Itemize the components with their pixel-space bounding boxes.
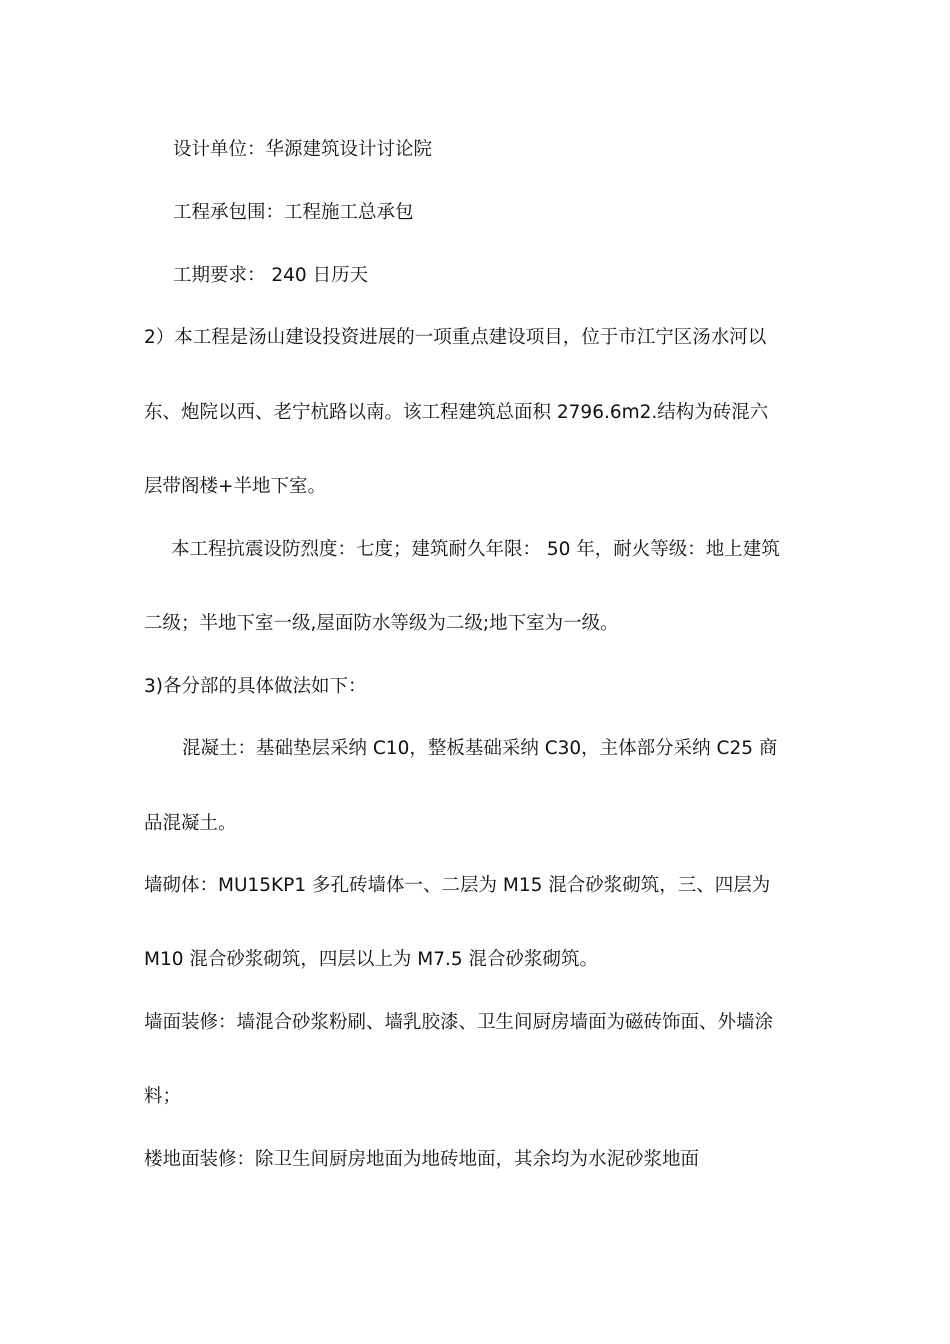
design-unit-line: 设计单位：华源建筑设计讨论院 [173, 139, 433, 160]
contract-scope-line: 工程承包围：工程施工总承包 [173, 202, 414, 223]
seismic-line-1: 本工程抗震设防烈度：七度；建筑耐久年限： 50 年，耐火等级：地上建筑 [171, 539, 780, 560]
floor-finish-line: 楼地面装修：除卫生间厨房地面为地砖地面，其余均为水泥砂浆地面 [144, 1149, 700, 1170]
masonry-line-1: 墙砌体：MU15KP1 多孔砖墙体一、二层为 M15 混合砂浆砌筑，三、四层为 [144, 875, 771, 896]
duration-line: 工期要求： 240 日历天 [173, 265, 369, 286]
concrete-line-2: 品混凝土。 [144, 813, 237, 834]
section-heading: 3)各分部的具体做法如下： [144, 676, 367, 697]
seismic-line-2: 二级；半地下室一级,屋面防水等级为二级;地下室为一级。 [144, 613, 619, 634]
wall-finish-line-2: 料； [144, 1086, 182, 1107]
project-overview-line-2: 东、炮院以西、老宁杭路以南。该工程建筑总面积 2796.6m2.结构为砖混六 [144, 402, 769, 423]
project-overview-line-1: 2）本工程是汤山建设投资进展的一项重点建设项目，位于市江宁区汤水河以 [144, 327, 767, 348]
wall-finish-line-1: 墙面装修：墙混合砂浆粉刷、墙乳胶漆、卫生间厨房墙面为磁砖饰面、外墙涂 [144, 1012, 774, 1033]
project-overview-line-3: 层带阁楼+半地下室。 [144, 476, 327, 497]
concrete-line-1: 混凝土：基础垫层采纳 C10，整板基础采纳 C30，主体部分采纳 C25 商 [182, 738, 778, 759]
masonry-line-2: M10 混合砂浆砌筑，四层以上为 M7.5 混合砂浆砌筑。 [144, 949, 599, 970]
